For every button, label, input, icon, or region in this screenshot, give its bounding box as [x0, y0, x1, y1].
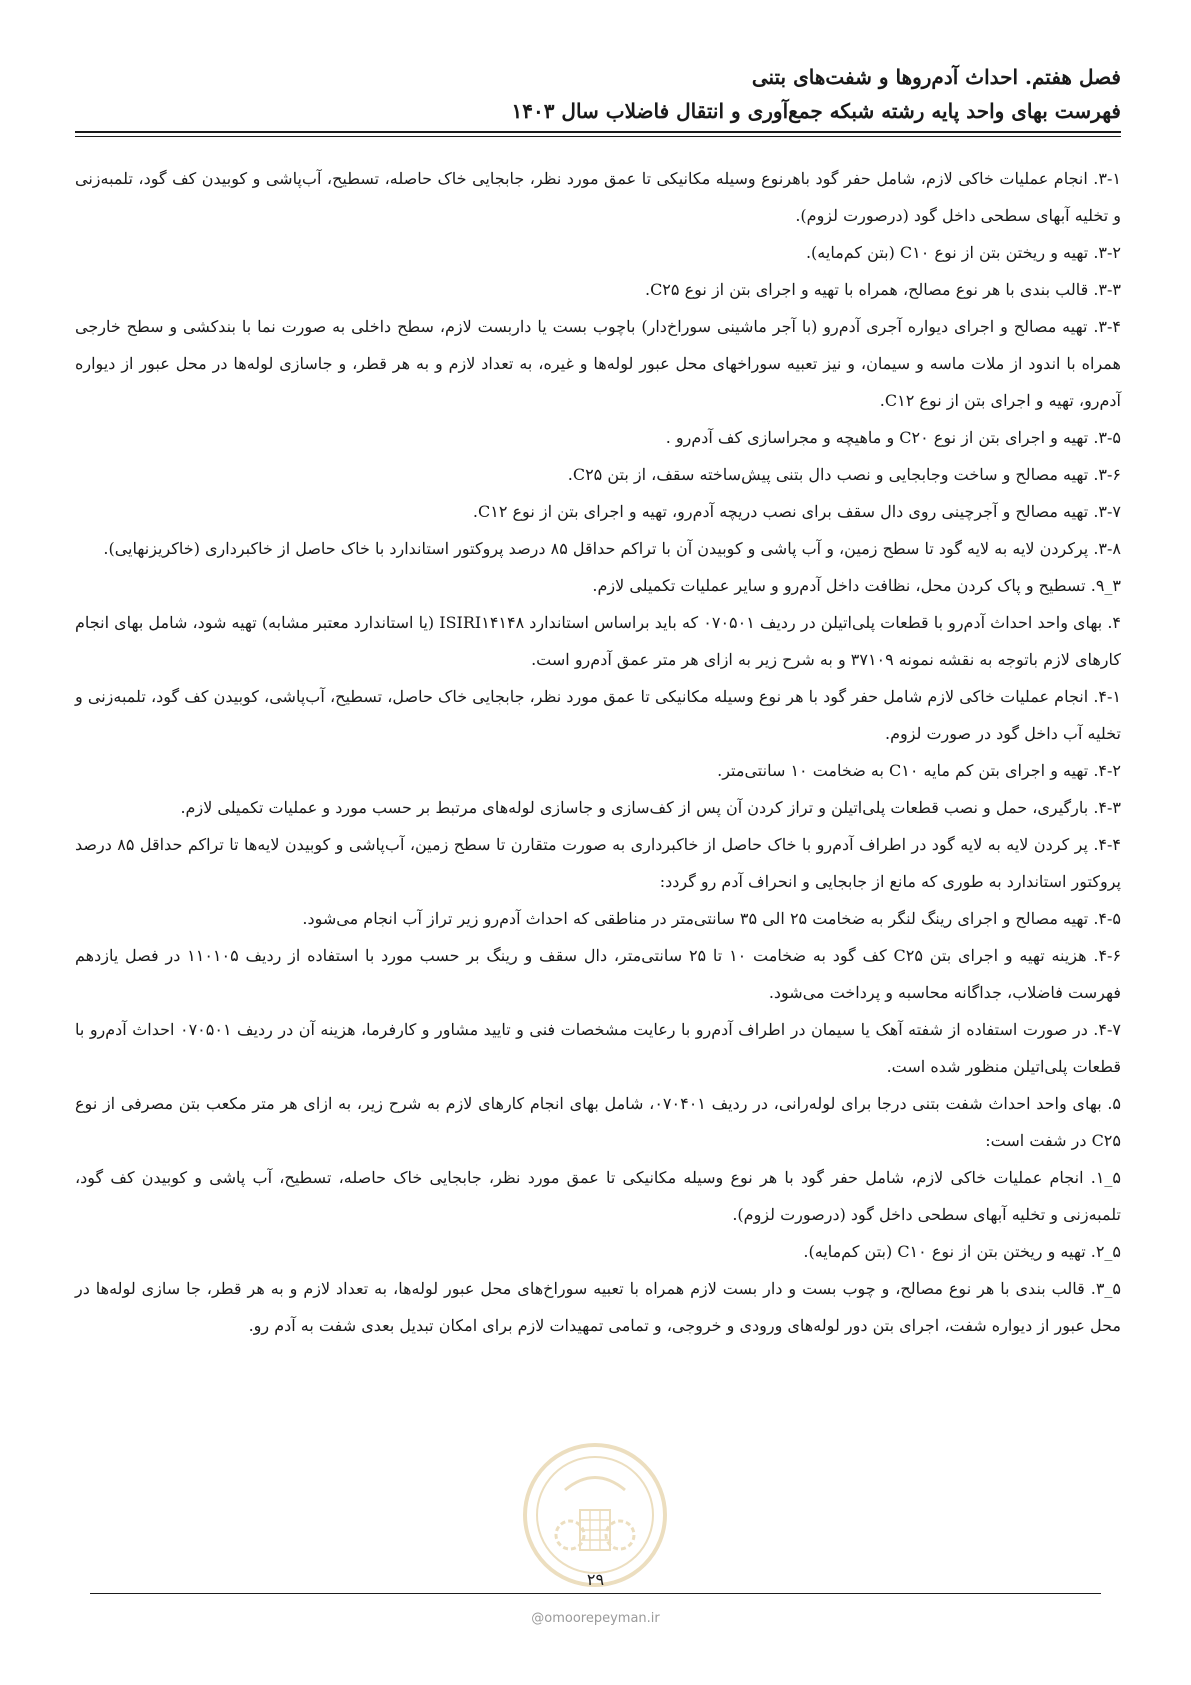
paragraph-5-3: ۵_۳. قالب بندی با هر نوع مصالح، و چوب بست و دار بست لازم همراه با تعبیه سوراخ‌های محل عبور لوله‌ها، به تعداد لازم و به هر قطر، جا سازی لوله‌ها در محل عبور از دیواره شفت، اجرای بتن دور لوله‌های ورودی و خروجی، و تمامی تمهیدات لازم برای امکان تبدیل بعدی شفت به آدم رو.	[75, 1279, 1121, 1335]
paragraph-4-6: ۴-۶. هزینه تهیه و اجرای بتن C۲۵ کف گود به ضخامت ۱۰ تا ۲۵ سانتی‌متر، دال سقف و رینگ بر حسب مورد با استفاده از ردیف ۱۱۰۱۰۵ در فصل یازدهم فهرست فاضلاب، جداگانه محاسبه و پرداخت می‌شود.	[75, 946, 1122, 1002]
paragraph-4-4: ۴-۴. پر کردن لایه به لایه گود در اطراف آدم‌رو با خاک حاصل از خاکبرداری به صورت متقارن تا سطح زمین، آب‌پاشی و کوبیدن لایه‌ها تا تراکم حداقل ۸۵ درصد پروکتور استاندارد به طوری که مانع از جابجایی و انحراف آدم رو گردد:	[75, 835, 1122, 891]
paragraph-4-1: ۴-۱. انجام عملیات خاکی لازم شامل حفر گود با هر نوع وسیله مکانیکی تا عمق مورد نظر، جابجایی خاک حاصل، تسطیح، آب‌پاشی، کوبیدن کف گود، تلمبه‌زنی و تخلیه آب داخل گود در صورت لزوم.	[75, 687, 1122, 743]
paragraph-3-7: ۳-۷. تهیه مصالح و آجرچینی روی دال سقف برای نصب دریچه آدم‌رو، تهیه و اجرای بتن از نوع C۱۲.	[472, 502, 1121, 521]
chapter-title: فصل هفتم. احداث آدم‌روها و شفت‌های بتنی	[751, 65, 1121, 89]
page-number: ۲۹	[586, 1570, 605, 1589]
paragraph-3-8: ۳-۸. پرکردن لایه به لایه گود تا سطح زمین، و آب پاشی و کوبیدن آن با تراکم حداقل ۸۵ درصد پروکتور استاندارد با خاک حاصل از خاکبرداری (خاکریزنهایی).	[103, 539, 1121, 558]
paragraph-3-3: ۳-۳. قالب بندی با هر نوع مصالح، همراه با تهیه و اجرای بتن از نوع C۲۵.	[644, 280, 1121, 299]
paragraph-3-4: ۳-۴. تهیه مصالح و اجرای دیواره آجری آدم‌رو (با آجر ماشینی سوراخ‌دار) باچوب بست یا داربست لازم، سطح داخلی به صورت نما با بندکشی و سطح خارجی همراه با اندود از ملات ماسه و سیمان، و نیز تعبیه سوراخهای محل عبور لوله‌ها و غیره، به تعداد لازم و به هر قطر، و جاسازی لوله‌ها در محل عبور از دیواره آدم‌رو، تهیه و اجرای بتن از نوع C۱۲.	[75, 317, 1122, 410]
header-divider-thin	[75, 136, 1121, 137]
paragraph-4: ۴. بهای واحد احداث آدم‌رو با قطعات پلی‌اتیلن در ردیف ۰۷۰۵۰۱ که باید براساس استاندارد ISIRI۱۴۱۴۸ (یا استاندارد معتبر مشابه) تهیه شود، شامل بهای انجام کارهای لازم باتوجه به نقشه نمونه ۳۷۱۰۹ و به شرح زیر به ازای هر متر عمق آدم‌رو است.	[75, 613, 1122, 669]
website-watermark: @omoorepeyman.ir	[531, 1611, 660, 1626]
paragraph-3-9: ۳_۹. تسطیح و پاک کردن محل، نظافت داخل آدم‌رو و سایر عملیات تکمیلی لازم.	[592, 576, 1121, 595]
paragraph-4-2: ۴-۲. تهیه و اجرای بتن کم مایه C۱۰ به ضخامت ۱۰ سانتی‌متر.	[717, 761, 1121, 780]
document-body	[75, 160, 1121, 1344]
paragraph-4-5: ۴-۵. تهیه مصالح و اجرای رینگ لنگر به ضخامت ۲۵ الی ۳۵ سانتی‌متر در مناطقی که احداث آدم‌رو زیر تراز آب انجام می‌شود.	[302, 909, 1121, 928]
paragraph-3-6: ۳-۶. تهیه مصالح و ساخت وجابجایی و نصب دال بتنی پیش‌ساخته سقف، از بتن C۲۵.	[567, 465, 1121, 484]
footer-divider	[90, 1593, 1101, 1594]
paragraph-4-3: ۴-۳. بارگیری، حمل و نصب قطعات پلی‌اتیلن و تراز کردن آن پس از کف‌سازی و جاسازی لوله‌های مرتبط بر حسب مورد و عملیات تکمیلی لازم.	[180, 798, 1121, 817]
page-header	[75, 60, 1121, 128]
paragraph-3-5: ۳-۵. تهیه و اجرای بتن از نوع C۲۰ و ماهیچه و مجراسازی کف آدم‌رو .	[665, 428, 1121, 447]
list-title: فهرست بهای واحد پایه رشته شبکه جمع‌آوری و انتقال فاضلاب سال ۱۴۰۳	[511, 99, 1121, 123]
paragraph-5-2: ۵_۲. تهیه و ریختن بتن از نوع C۱۰ (بتن کم‌مایه).	[803, 1242, 1121, 1261]
paragraph-5: ۵. بهای واحد احداث شفت بتنی درجا برای لوله‌رانی، در ردیف ۰۷۰۴۰۱، شامل بهای انجام کارهای لازم به شرح زیر، به ازای هر متر مکعب بتن مصرفی از نوع C۲۵ در شفت است:	[75, 1094, 1122, 1150]
paragraph-5-1: ۵_۱. انجام عملیات خاکی لازم، شامل حفر گود با هر نوع وسیله مکانیکی تا عمق مورد نظر، جابجایی خاک حاصله، تسطیح، آب پاشی و کوبیدن کف گود، تلمبه‌زنی و تخلیه آبهای سطحی داخل گود (درصورت لزوم).	[75, 1168, 1121, 1224]
paragraph-3-1: ۳-۱. انجام عملیات خاکی لازم، شامل حفر گود باهرنوع وسیله مکانیکی تا عمق مورد نظر، جابجایی خاک حاصله، تسطیح، آب‌پاشی و کوبیدن کف گود، تلمبه‌زنی و تخلیه آبهای سطحی داخل گود (درصورت لزوم).	[75, 169, 1121, 225]
watermark-seal-icon	[520, 1440, 670, 1590]
paragraph-4-7: ۴-۷. در صورت استفاده از شفته آهک یا سیمان در اطراف آدم‌رو با رعایت مشخصات فنی و تایید مشاور و کارفرما، هزینه آن در ردیف ۰۷۰۵۰۱ احداث آدم‌رو با قطعات پلی‌اتیلن منظور شده است.	[75, 1020, 1121, 1076]
paragraph-3-2: ۳-۲. تهیه و ریختن بتن از نوع C۱۰ (بتن کم‌مایه).	[805, 243, 1121, 262]
header-divider-thick	[75, 131, 1121, 133]
